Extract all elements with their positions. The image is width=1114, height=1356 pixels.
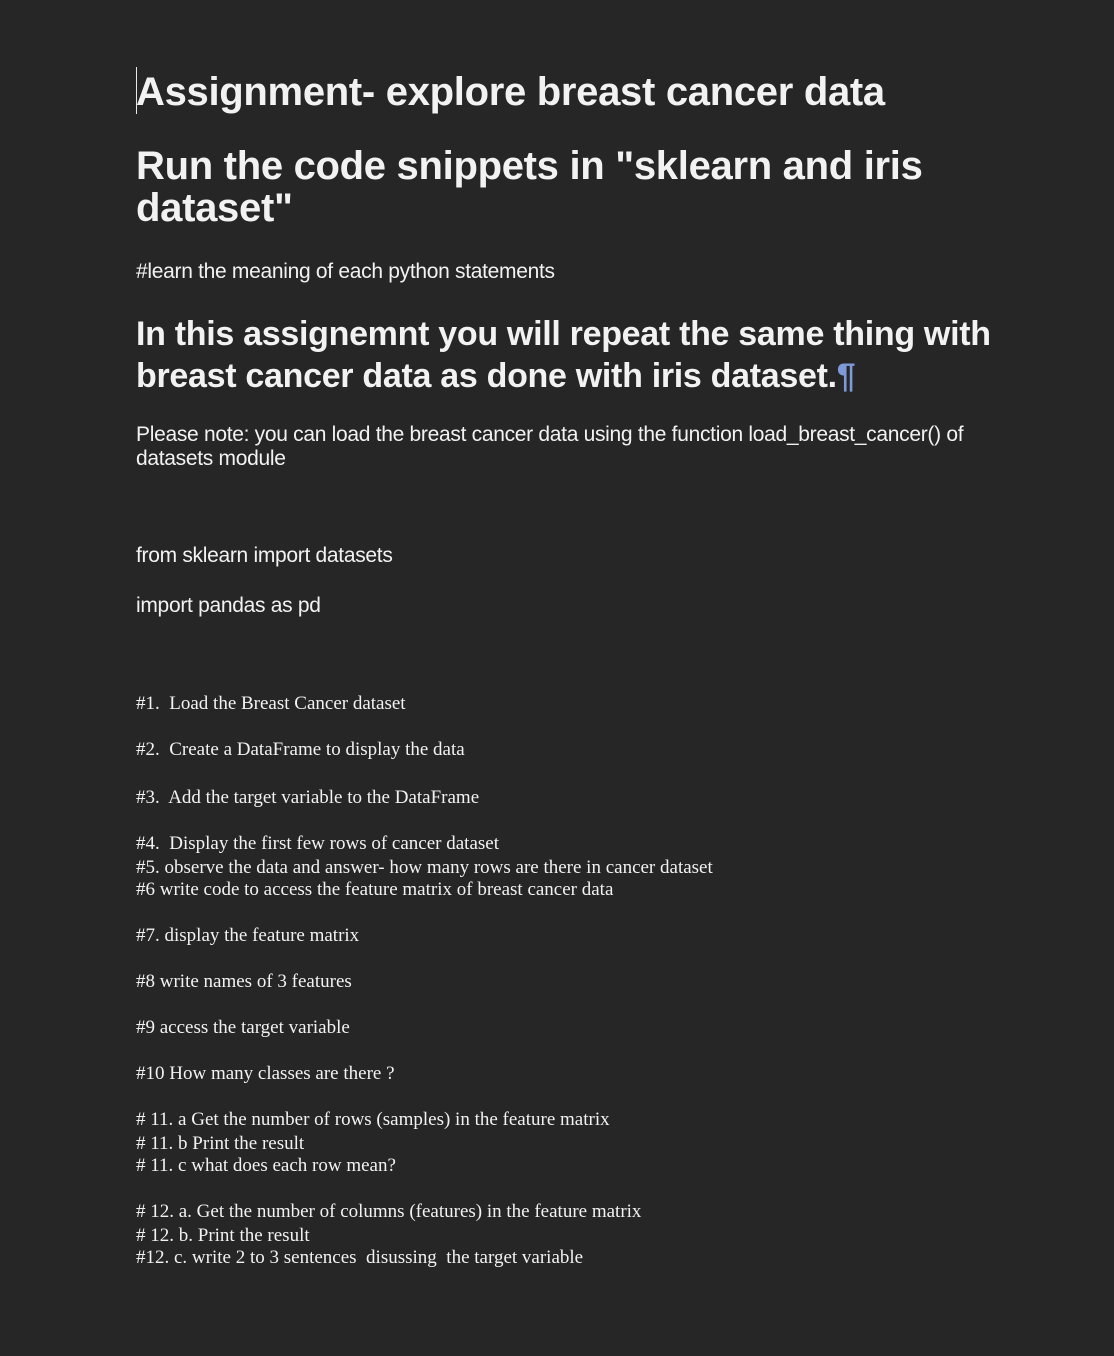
step-line: #3. Add the target variable to the DataFrame: [136, 787, 480, 808]
learn-note: #learn the meaning of each python statements: [136, 260, 555, 283]
document-title: Assignment- explore breast cancer data: [136, 70, 885, 114]
step-line: # 12. b. Print the result: [136, 1225, 310, 1246]
intro-heading: [136, 313, 1016, 397]
step-line: #5. observe the data and answer- how many rows are there in cancer dataset: [136, 857, 713, 878]
intro-text: In this assignemnt you will repeat the same thing with breast cancer data as done with iris dataset.: [136, 315, 991, 395]
step-line: #4. Display the first few rows of cancer dataset: [136, 833, 499, 854]
step-line: # 11. a Get the number of rows (samples) in the feature matrix: [136, 1109, 610, 1130]
step-line: #10 How many classes are there ?: [136, 1063, 395, 1084]
load-note: Please note: you can load the breast cancer data using the function load_breast_cancer() of datasets module: [136, 423, 964, 470]
import-line: import pandas as pd: [136, 594, 321, 617]
step-line: # 11. b Print the result: [136, 1133, 305, 1154]
step-line: #8 write names of 3 features: [136, 971, 352, 992]
step-line: #6 write code to access the feature matrix of breast cancer data: [136, 879, 614, 900]
step-line: # 12. a. Get the number of columns (features) in the feature matrix: [136, 1201, 642, 1222]
subtitle-heading: Run the code snippets in "sklearn and iris dataset": [136, 144, 923, 230]
step-line: #9 access the target variable: [136, 1017, 350, 1038]
step-line: #7. display the feature matrix: [136, 925, 360, 946]
step-line: #2. Create a DataFrame to display the data: [136, 739, 465, 760]
step-line: #1. Load the Breast Cancer dataset: [136, 693, 406, 714]
step-line: #12. c. write 2 to 3 sentences disussing the target variable: [136, 1247, 584, 1268]
import-line: from sklearn import datasets: [136, 544, 393, 567]
pilcrow-icon: ¶: [836, 357, 856, 395]
step-line: # 11. c what does each row mean?: [136, 1155, 396, 1176]
